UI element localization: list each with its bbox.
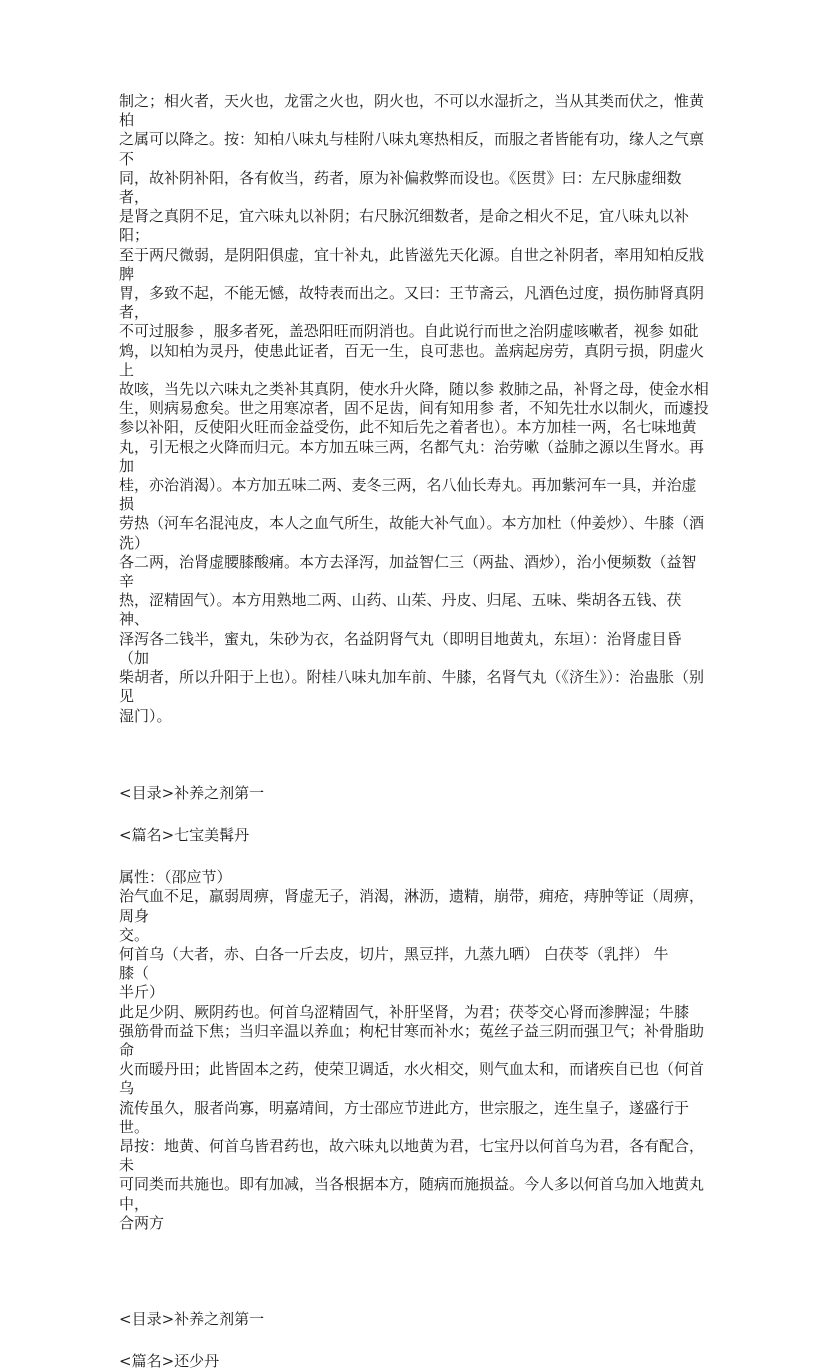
text-line: 柴胡者，所以升阳于上也）。附桂八味丸加车前、牛膝，名肾气丸（《济生》）：治蛊胀（别见 bbox=[119, 668, 705, 706]
spacer bbox=[119, 1233, 709, 1310]
text-line: 鸩，以知柏为灵丹，使患此证者，百无一生，良可悲也。盖病起房劳，真阴亏损，阴虚火上 bbox=[119, 341, 705, 379]
text-line: 何首乌（大者，赤、白各一斤去皮，切片，黑豆拌，九蒸九晒） 白茯苓（乳拌） 牛 bbox=[119, 944, 669, 963]
spacer bbox=[119, 803, 709, 826]
catalog-heading-2: <目录>补养之剂第一 bbox=[119, 1309, 265, 1328]
text-line: 参以补阳，反使阳火旺而金益受伤，此不知后先之着者也）。本方加桂一两，名七味地黄 bbox=[119, 418, 697, 437]
spacer bbox=[119, 726, 709, 784]
text-line: 半斤） bbox=[119, 983, 165, 1002]
text-line: 桂，亦治消渴）。本方加五味二两、麦冬三两，名八仙长寿丸。再加紫河车一具，并治虚损 bbox=[119, 476, 697, 514]
text-line: 合两方 bbox=[119, 1213, 165, 1232]
text-line: 此足少阴、厥阴药也。何首乌涩精固气，补肝坚肾，为君；茯苓交心肾而渗脾湿；牛膝 bbox=[119, 1002, 690, 1021]
text-line: 同，故补阴补阳，各有攸当，药者，原为补偏救弊而设也。《医贯》曰：左尺脉虚细数者， bbox=[119, 168, 682, 207]
text-line: 周身 bbox=[119, 906, 150, 925]
text-line: 至于两尺微弱，是阴阳俱虚，宜十补丸，此皆滋先天化源。自世之补阴者，率用知柏反戕脾 bbox=[119, 245, 705, 283]
text-line: 昂按：地黄、何首乌皆君药也，故六味丸以地黄为君，七宝丹以何首乌为君，各有配合，未 bbox=[119, 1136, 705, 1175]
spacer bbox=[119, 1329, 709, 1352]
chapter-title-2: <篇名>还少丹 bbox=[119, 1352, 220, 1371]
text-line: 劳热（河车名混沌皮，本人之血气所生，故能大补气血）。本方加杜（仲姜炒）、牛膝（酒洗） bbox=[119, 514, 705, 552]
text-line: 火而暖丹田；此皆固本之药，使荣卫调适，水火相交，则气血太和，而诸疾自已也（何首乌 bbox=[119, 1060, 705, 1098]
catalog-heading-1: <目录>补养之剂第一 bbox=[119, 783, 265, 802]
text-line: 交。 bbox=[119, 925, 150, 944]
text-line: 湿门）。 bbox=[119, 706, 172, 725]
text-line: 各二两，治肾虚腰膝酸痛。本方去泽泻，加益智仁三（两盐、酒炒），治小便频数（益智辛 bbox=[119, 552, 697, 591]
text-line: 制之；相火者，天火也，龙雷之火也，阴火也，不可以水湿折之，当从其类而伏之，惟黄柏 bbox=[119, 92, 705, 130]
text-block-1 bbox=[119, 92, 709, 726]
text-line: 强筋骨而益下焦；当归辛温以养血；枸杞甘寒而补水；菟丝子益三阴而强卫气；补骨脂助命 bbox=[119, 1021, 705, 1059]
text-line: 属性：（邵应节） bbox=[119, 868, 232, 887]
text-line: 膝（ bbox=[119, 964, 150, 983]
text-block-2 bbox=[119, 868, 709, 1233]
text-line: 治气血不足，羸弱周痹，肾虚无子，消渴，淋沥，遗精，崩带，痈疮，痔肿等证（周痹， bbox=[119, 887, 705, 906]
text-line: 不可过服参 ，服多者死，盖恐阳旺而阴消也。自此说行而世之治阴虚咳嗽者，视参 如砒 bbox=[119, 322, 699, 341]
document-page bbox=[119, 92, 709, 1371]
spacer bbox=[119, 845, 709, 868]
text-line: 流传虽久，服者尚寡，明嘉靖间，方士邵应节进此方，世宗服之，连生皇子，遂盛行于世。 bbox=[119, 1098, 690, 1136]
text-line: 可同类而共施也。即有加减，当各根据本方，随病而施损益。今人多以何首乌加入地黄丸中， bbox=[119, 1175, 705, 1213]
text-line: 胃，多致不起，不能无憾，故特表而出之。又曰：王节斋云，凡酒色过度，损伤肺肾真阴者， bbox=[119, 284, 705, 322]
text-line: 之属可以降之。按：知柏八味丸与桂附八味丸寒热相反，而服之者皆能有功，缘人之气禀不 bbox=[119, 130, 705, 168]
text-line: 丸，引无根之火降而归元。本方加五味三两，名都气丸：治劳嗽（益肺之源以生肾水。再加 bbox=[119, 437, 705, 475]
text-line: 生，则病易愈矣。世之用寒凉者，固不足齿，间有知用参 者，不知先壮水以制火，而遽投 bbox=[119, 399, 709, 418]
text-line: 是肾之真阴不足，宜六味丸以补阴；右尺脉沉细数者，是命之相火不足，宜八味丸以补阳； bbox=[119, 207, 690, 245]
text-line: 故咳，当先以六味丸之类补其真阴，使水升火降，随以参 救肺之品，补肾之母，使金水相 bbox=[119, 380, 709, 399]
text-line: 泽泻各二钱半，蜜丸，朱砂为衣，名益阴肾气丸（即明目地黄丸，东垣）：治肾虚目昏（加 bbox=[119, 629, 682, 667]
text-line: 热，涩精固气）。本方用熟地二两、山药、山茱、丹皮、归尾、五味、柴胡各五钱、茯神、 bbox=[119, 591, 682, 629]
chapter-title-1: <篇名>七宝美髯丹 bbox=[119, 825, 250, 844]
